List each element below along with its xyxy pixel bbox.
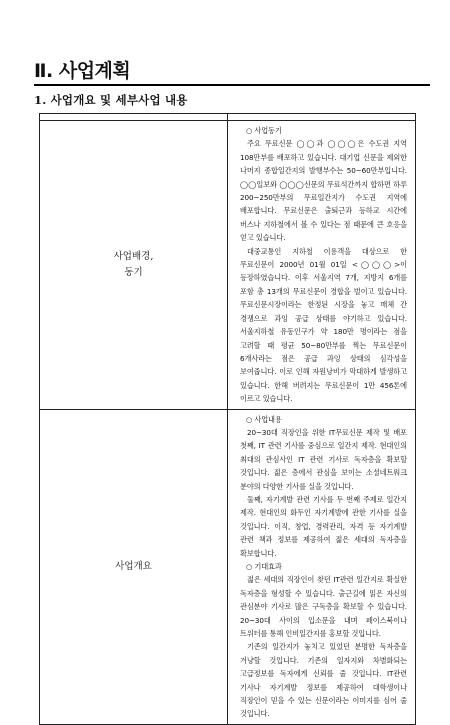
title-underline xyxy=(34,84,430,86)
row-body-background xyxy=(228,121,416,410)
row-body-overview xyxy=(228,409,416,724)
page-title: Ⅱ. 사업계획 xyxy=(34,60,131,82)
section-subtitle: 1. 사업개요 및 세부사업 내용 xyxy=(34,93,188,107)
paragraph: ○ 사업동기 xyxy=(246,126,282,135)
paragraph: ○ 사업내용 xyxy=(246,414,282,424)
paragraph: 젊은 세대의 직장인이 찾던 IT관련 일간지로 확실한 독자층을 형성할 수 있습니다. 출근길에 읽은 자신의 관심분야 기사로 많은 구독층을 확보할 수 있습니다. 20~30대 사이의 입소문을 내며 페이스북이나 트위터를 통해 인비일간지를 홍보할 것입니다. xyxy=(240,575,407,639)
row-label-overview xyxy=(40,409,228,724)
paragraph: 주요 무료신문 ◯◯과 ◯◯◯은 수도권 지역 108만부를 배포하고 있습니다. 대기업 신문을 제외한 나머지 종합일간지의 발행부수는 50~60만부입니다. ◯◯일보와 ◯◯◯신문의 무료석간까지 합하면 하루 200~250만부의 무료일간지가 수도권 지역에 배포합니다. 무료신문은 출퇴근과 등하교 시간에 버스나 지하철에서 볼 수 있다는 점 때문에 큰 호응을 얻고 있습니다. xyxy=(240,139,407,243)
paragraph: 기존의 일간지가 놓치고 있었던 분명한 독자층을 겨냥할 것입니다. 기존의 일자지와 차별화되는 고급정보를 독자에게 신뢰를 줄 것입니다. IT관련 기사나 자기계발 정보를 제공하여 대학생이나 직장인이 믿을 수 있는 신문이라는 이미지를 심어 줄 것입니다. xyxy=(240,642,407,719)
table-top-spacer xyxy=(40,114,416,121)
paragraph: ○ 기대효과 xyxy=(246,562,282,571)
table-row-background xyxy=(40,121,416,410)
paragraph: 대중교통인 지하철 이용객을 대상으로 한 무료신문이 2000년 01월 01일 <◯◯◯>이 등장하였습니다. 이후 서울지역 7개, 지방지 6개를 포함 총 13개의 무료신문이 경합을 벌이고 있습니다. 무료신문시장이라는 한정된 시장을 놓고 매체 간 경쟁으로 과잉 공급 상태를 야기하고 있습니다. 서울지하철 유동인구가 약 180만 명이라는 점을 고려할 때 평균 50~80만부를 찍는 무료신문이 6개사라는 점은 공급 과잉 상태의 심각성을 보여줍니다. 이로 인해 자원낭비가 막대하게 발생하고 있습니다. 한해 버려지는 무료신문이 1만 456톤에 이르고 있습니다. xyxy=(240,246,407,404)
business-plan-table xyxy=(39,113,416,725)
row-label-background xyxy=(40,121,228,410)
table-row-overview xyxy=(40,409,416,724)
paragraph: 둘째, 자기계발 관련 기사를 두 번째 주제로 일간지 제작. 현대인의 화두인 자기계발에 관한 기사를 실을 것입니다. 이직, 창업, 경력관리, 자격 등 자기계발 관련 책과 정보를 제공하여 젊은 세대의 독자층을 확보합니다. xyxy=(240,494,407,558)
row-label-text: 사업배경, 동기 xyxy=(113,250,154,278)
row-label-text: 사업개요 xyxy=(115,560,152,572)
paragraph: 20~30대 직장인을 위한 IT무료신문 제작 및 배포 첫째, IT 관련 기사를 중심으로 일간지 제작. 현대인의 최대의 관심사인 IT 관련 기사로 독자층을 확보할 것입니다. 젊은 층에서 관심을 보이는 소셜네트워크 분야의 다양한 기사를 실을 것입니다. xyxy=(240,427,407,491)
